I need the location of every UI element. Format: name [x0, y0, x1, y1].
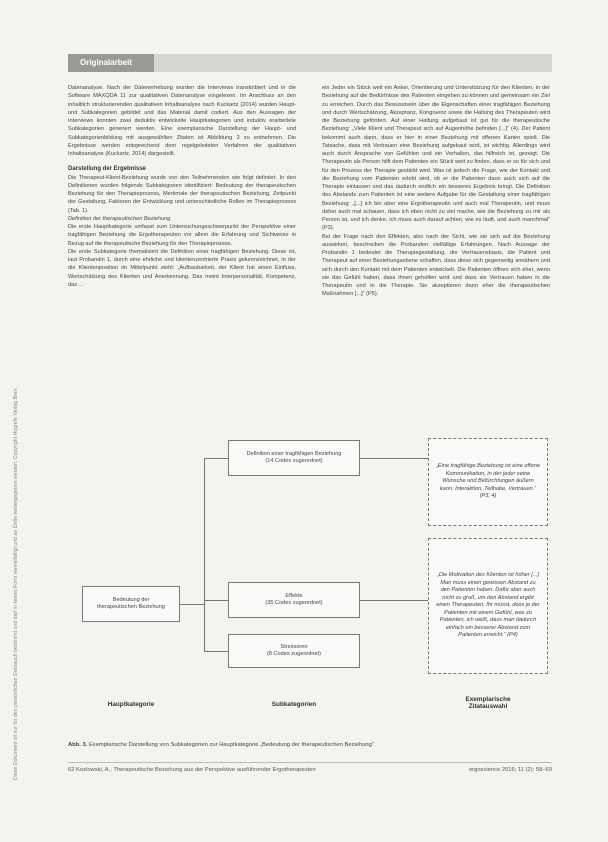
- label-quotes-line2: Zitatauswahl: [468, 703, 508, 710]
- paragraph: Bei der Frage nach den Effekten, also nach der Sicht, wie sie sich auf die Beziehung auswirken, beschreiben die Probanden vielfältige Erfahrungen. Nach Aussage der Probandin 1 bedeutet die Therapiegestaltung, die Vertrauensbasis, die Patient und Therapeut auf einer Beziehungsebene schaffen, dass diese sich gegenseitig annähern und sich durch den Kontakt mit dem Patienten entwickelt. Die Patienten öffnen sich eher, wenn sie das Gefühl haben, dass ihnen geholfen wird und dass sie Vertrauen haben in die Therapeutin und in die Therapie. Sie akzeptieren dann eher die therapeutischen Maßnahmen [...]“ (P5).: [322, 233, 550, 298]
- section-label: Originalarbeit: [68, 54, 154, 72]
- connector-to-effekte: [204, 600, 228, 601]
- caption-prefix: Abb. 3.: [68, 742, 88, 748]
- caption-text: Exemplarische Darstellung von Subkategorien zur Hauptkategorie „Bedeutung der therapeutischen Beziehung“: [87, 742, 374, 748]
- footer-citation: 62 Kozlowski, A., Therapeutische Beziehung aus der Perspektive ausführender Ergotherapeuten: [68, 767, 316, 773]
- section-heading: Darstellung der Ergebnisse: [68, 166, 147, 173]
- paragraph: Die Therapeut-Klient-Beziehung wurde von den Teilnehmenden wie folgt definiert. In den Definitionen wurden folgende Subkategorien identifiziert: Bedeutung der therapeutischen Beziehung für den Therapieprozess, Merkmale der therapeutischen Beziehung, Zeitpunkt der Gestaltung, Faktoren der Entwicklung und unterschiedliche Rollen im Therapieprozess (Tab. 1).: [68, 174, 296, 214]
- footer-journal: ergoscience 2016; 11 (2): 58–69: [468, 767, 552, 773]
- subsection-heading: Definition der therapeutischen Beziehung: [68, 215, 171, 222]
- label-quotes: [428, 696, 548, 710]
- box-stressoren-codes: (8 Codes zugeordnet): [266, 651, 322, 657]
- box-main-title-1: Bedeutung der: [112, 596, 150, 603]
- connector-to-definition: [204, 458, 228, 459]
- label-subcategories: Subkategorien: [271, 701, 317, 708]
- connector-main-vertical: [204, 458, 205, 651]
- label-main-category: Hauptkategorie: [107, 701, 155, 708]
- box-effekte-codes: (35 Codes zugeordnet): [265, 600, 323, 606]
- quote-1-text: „Eine tragfähige Beziehung ist eine offene Kommunikation, in der jeder seine Wünsche und Befürchtungen äußern kann. Interaktion, Teilhabe, Vertrauen.“ (P3, 4): [436, 463, 540, 500]
- figure-caption: [68, 742, 552, 748]
- connector-main-horizontal: [180, 604, 204, 605]
- connector-to-stressoren: [204, 651, 228, 652]
- box-effekte-title: Effekte: [285, 592, 303, 599]
- connector-effekte-quote: [360, 600, 428, 601]
- left-column: [68, 84, 296, 289]
- box-effekte: [228, 582, 360, 618]
- box-definition-codes: (14 Codes zugeordnet): [265, 458, 323, 464]
- quote-box-2: [428, 538, 548, 674]
- quote-box-1: [428, 438, 548, 526]
- connector-definition-quote: [360, 458, 428, 459]
- paragraph: Die erste Hauptkategorie umfasst zum Untersuchungsschwerpunkt der Perspektive einer tragfähigen Beziehung die Ergotherapeuten vor allem die Erfahrung und Sichtweise in Bezug auf die therapeutische Beziehung für den Therapieprozess.: [68, 224, 296, 247]
- box-main-category: [82, 586, 180, 622]
- paragraph: Datenanalyse. Nach der Datenerhebung wurden die Interviews transkribiert und in die Software MAXQDA 11 zur qualitativen Datenanalyse eingelesen. Im Anschluss an den inhaltlich strukturierenden qualitativen Inhaltsanalyse nach Kuckartz (2014) wurden Haupt- und Subkategorien gebildet und das Material damit codiert. Aus den Aussagen der Interviews konnten zwei deduktiv entwickelte Hauptkategorien und induktiv erarbeitete Subkategorien generiert werden. Eine exemplarische Darstellung der Haupt- und Subkategorienbildung mit ausgewählten Zitaten ist Abbildung 3 zu entnehmen. Die Ergebnisse werden entsprechend dem regelgeleiteten Verfahren der qualitativen Inhaltsanalyse (Kuckartz, 2014) dargestellt.: [68, 85, 296, 157]
- paragraph: Die erste Subkategorie thematisiert die Definition einer tragfähigen Beziehung. Diese ist, laut Probandin 1, durch eine ehrliche und klientenzentrierte Praxis gekennzeichnet, in der die Klientenposition im Mittelpunkt steht: „Aufbaubarkeit, der Klient hat einen Einfluss, Wertschätzung des Klienten und Anerkennung. Das meint Interpersonalität, Kompetenz, das ...: [68, 248, 296, 288]
- figure-3: [68, 430, 552, 726]
- box-stressoren-title: Stressoren: [280, 643, 308, 650]
- label-quotes-line1: Exemplarische: [465, 696, 511, 703]
- box-definition-title: Definition einer tragfähigen Beziehung: [246, 450, 342, 457]
- box-definition: [228, 440, 360, 476]
- box-main-title-2: therapeutischen Beziehung: [97, 604, 165, 610]
- header-band: [68, 54, 552, 72]
- quote-2-text: „Die Motivation des Klienten ist höher [...] Man muss einen gewissen Abstand zu den Patienten haben. Dafür aber auch nicht zu groß, um den Abstand ergibt einen Therapeuten. Ihr müsst, dass je der Patienten mit einem Gefühl, was zu Patienten, ich weiß, dass man dadurch einfach ein besserer Abstand zum Patienten erreicht.“ (P4): [436, 572, 540, 639]
- right-column: [322, 84, 550, 299]
- paragraph: ein Jeder ein Stück weit ein Anker, Orientierung und Unterstützung für den Klienten, in der Beziehung auf die Bedürfnisse des Patienten eingehen zu können und gemeinsam ein Ziel zu erreichen. Durch das Bewusstsein über die Eigenschaften einer tragfähigen Beziehung und durch Wertschätzung, Akzeptanz, Kongruenz sowie die Haltung des Therapeuten wird die Beziehung gefördert. Auf einer Haltung aufgebaut ist gut für die therapeutische Beziehung: „Viele Klient und Therapeut sich auf Augenhöhe befinden [...]“ (4). Der Patient bekommt auch dann, dass er hier in einer Beziehung mit offenen Karten spielt. Die Tatsache, dass mit Vertrauen eine Beziehung aufgebaut wird, ist wichtig. Allerdings wird auch durch Ansprache von Gefühlen und ein Verhalten, das hilfreich ist, gezeigt. Die Therapeutin als Person hilft dem Patienten ein Stück weit zu finden, dass er so für sich und für den Prozess der Therapie gestärkt wird. Was ist jedoch die Frage, wie der Kontakt und die Beziehung vom Patienten erlebt wird, ob er die Patienten dann auch sich auf die Therapie einlassen und das dadurch endlich ein besseres Ergebnis bringt. Die Definition des Abstands zum Patienten ist eine weitere Aufgabe für die Gestaltung einer tragfähigen Beziehung: „[...] ich bin aber eine Ergotherapeutin und auch mal Therapeutin, und muss daher auch mal schauen, dass ich eben nicht zu viel mache, wie die Beziehung zu mir als Person ist, und ich denke, ich muss auch darauf achten, wie es läuft, und auch manchmal“ (P3).: [322, 85, 550, 232]
- copyright-sidebar: Diese Dokument ist nur für den persönlichen Gebrauch bestimmt und darf in keiner Form vervielfältigt und an Dritte weitergegeben werden. Copyright Hogrefe Verlag Bern.: [13, 386, 19, 780]
- footer-rule: [68, 762, 552, 763]
- box-stressoren: [228, 634, 360, 668]
